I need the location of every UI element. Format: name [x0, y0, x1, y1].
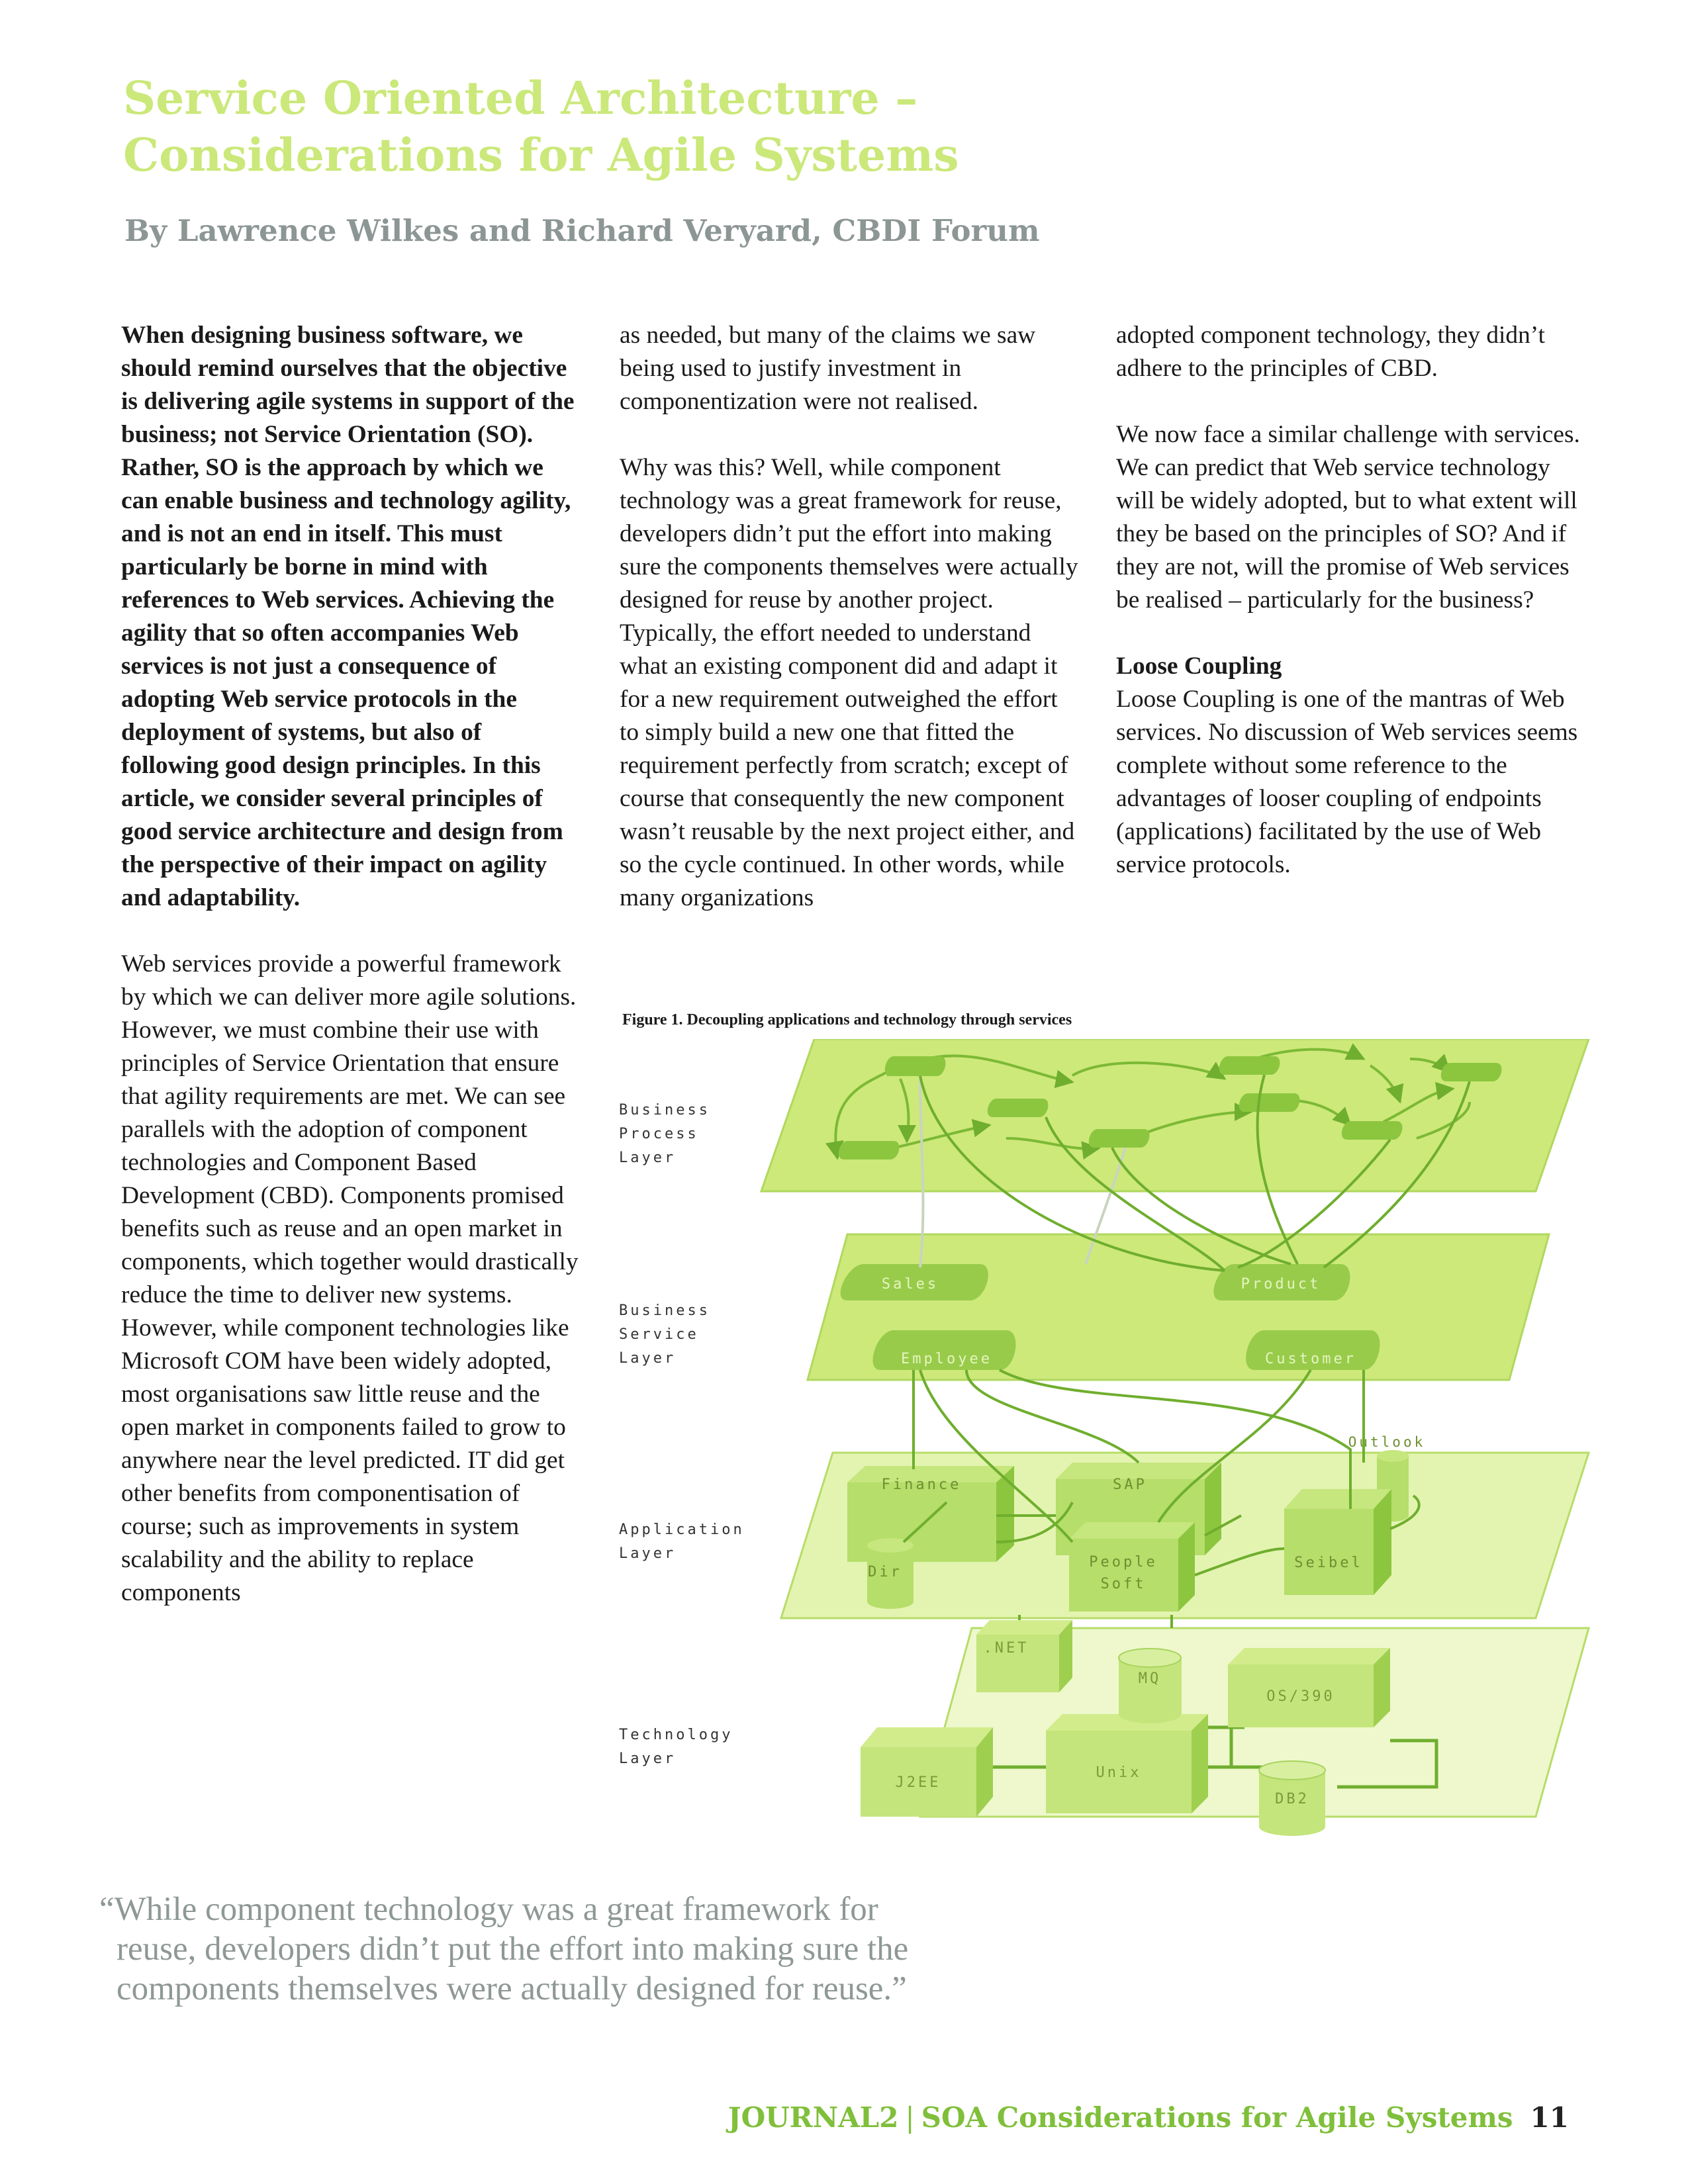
- label-business-process-layer: Business Process Layer: [619, 1102, 710, 1166]
- column-2: [620, 319, 1083, 915]
- label-application-layer: Application Layer: [619, 1522, 745, 1562]
- column-1: [121, 319, 585, 1610]
- body-paragraph-2-continued: adopted component technology, they didn’t adhere to the principles of CBD.: [1116, 322, 1545, 382]
- app-label-outlook: Outlook: [1348, 1434, 1426, 1450]
- pull-quote-line-3: components themselves were actually designed for reuse.”: [117, 1970, 907, 2007]
- label-business-service-layer: Business Service Layer: [619, 1302, 710, 1367]
- service-employee: [873, 1330, 1016, 1370]
- body-paragraph-4: Loose Coupling is one of the mantras of Web services. No discussion of Web services seems complete without some reference to the advantages of looser coupling of endpoints (applications) facilitated by the use of Web service protocols.: [1116, 686, 1578, 878]
- layer-diagram: [609, 1039, 1615, 1866]
- service-label-sales: Sales: [881, 1276, 939, 1293]
- byline: By Lawrence Wilkes and Richard Veryard, CBDI Forum: [124, 213, 1040, 248]
- service-product: [1214, 1264, 1350, 1300]
- label-technology-layer: Technology Layer: [619, 1727, 733, 1767]
- pull-quote: [99, 1889, 1158, 2009]
- process-step: [1441, 1063, 1502, 1081]
- tech-label-mq: MQ: [1138, 1670, 1162, 1687]
- service-customer: [1246, 1330, 1380, 1370]
- title-line-1: Service Oriented Architecture –: [123, 72, 918, 125]
- app-label-peoplesoft-line1: People: [1089, 1554, 1158, 1570]
- app-label-peoplesoft-line2: Soft: [1100, 1576, 1147, 1592]
- service-label-customer: Customer: [1265, 1351, 1356, 1367]
- tech-box-unix: [1046, 1714, 1208, 1813]
- tech-label-unix: Unix: [1096, 1764, 1142, 1781]
- service-label-employee: Employee: [901, 1351, 992, 1367]
- app-label-finance: Finance: [881, 1477, 962, 1493]
- tech-box-j2ee: [861, 1727, 993, 1817]
- body-paragraph-3: We now face a similar challenge with services. We can predict that Web service technology will be widely adopted, but to what extent will they be based on the principles of SO? And if they are not, will the promise of Web services be realised – particularly for the business?: [1116, 421, 1580, 614]
- process-step: [885, 1056, 946, 1076]
- app-label-dir: Dir: [868, 1564, 902, 1580]
- body-paragraph-2: Why was this? Well, while component technology was a great framework for reuse, developers didn’t put the effort into making sure the components themselves were actually designed for reuse by another project. Typically, the effort needed to understand what an existing component did and adapt it for a new requirement outweighed the effort to simply build a new one that fitted the requirement perfectly from scratch; except of course that consequently the new component wasn’t reusable by the next project either, and so the cycle continued. In other words, while many organizations: [620, 454, 1078, 911]
- process-step: [988, 1099, 1049, 1117]
- tech-box-os390: [1228, 1648, 1390, 1727]
- column-3: [1116, 319, 1593, 882]
- title-line-2: Considerations for Agile Systems: [123, 129, 959, 182]
- tech-cylinder-mq: [1119, 1649, 1182, 1723]
- page-number: 11: [1530, 2101, 1569, 2134]
- app-label-sap: SAP: [1113, 1477, 1147, 1493]
- pull-quote-line-1: “While component technology was a great framework for: [99, 1891, 878, 1928]
- pull-quote-line-2: reuse, developers didn’t put the effort into making sure the: [117, 1931, 909, 1968]
- process-step: [1342, 1121, 1403, 1140]
- service-label-product: Product: [1241, 1276, 1321, 1293]
- lead-paragraph: When designing business software, we should remind ourselves that the objective is delivering agile systems in support of the business; not Service Orientation (SO). Rather, SO is the approach by which we can enable business and technology agility, and is not an end in itself. This must particularly be borne in mind with references to Web services. Achieving the agility that so often accompanies Web services is not just a consequence of adopting Web service protocols in the deployment of systems, but also of following good design principles. In this article, we consider several principles of good service architecture and design from the perspective of their impact on agility and adaptability.: [121, 322, 575, 911]
- footer-separator: |: [905, 2101, 915, 2134]
- service-sales: [828, 1264, 988, 1300]
- app-label-seibel: Seibel: [1294, 1555, 1363, 1571]
- article-title: [123, 70, 1381, 184]
- app-box-seibel: [1284, 1489, 1391, 1595]
- tech-label-os390: OS/390: [1266, 1688, 1335, 1705]
- business-process-plane: [761, 1039, 1589, 1191]
- process-step: [1219, 1056, 1280, 1075]
- figure-caption: Figure 1. Decoupling applications and technology through services: [622, 1011, 1072, 1028]
- process-step: [839, 1141, 900, 1160]
- tech-label-dotnet: .NET: [983, 1640, 1029, 1657]
- page-footer: [728, 2101, 1569, 2134]
- process-step: [1089, 1129, 1150, 1148]
- tech-cylinder-db2: [1259, 1761, 1325, 1836]
- app-box-peoplesoft: [1069, 1522, 1195, 1612]
- process-step: [1239, 1093, 1300, 1112]
- app-cylinder-dir: [867, 1538, 914, 1609]
- tech-box-dotnet: [976, 1620, 1072, 1692]
- footer-journal-name: JOURNAL2: [727, 2101, 899, 2134]
- footer-running-title: SOA Considerations for Agile Systems: [921, 2101, 1513, 2134]
- body-paragraph-1-continued: as needed, but many of the claims we saw being used to justify investment in componentization were not realised.: [620, 322, 1036, 415]
- tech-label-db2: DB2: [1275, 1791, 1309, 1807]
- section-heading: Loose Coupling: [1116, 653, 1282, 680]
- body-paragraph-1: Web services provide a powerful framework by which we can deliver more agile solutions. However, we must combine their use with principles of Service Orientation that ensure that agility requirements are met. We can see parallels with the adoption of component technologies and Component Based Development (CBD). Components promised benefits such as reuse and an open market in components, which together would drastically reduce the time to deliver new systems. However, while component technologies like Microsoft COM have been widely adopted, most organisations saw little reuse and the open market in components failed to grow to anywhere near the level predicted. IT did get other benefits from componentisation of course; such as improvements in system scalability and the ability to replace components: [121, 950, 579, 1606]
- tech-label-j2ee: J2EE: [895, 1774, 941, 1791]
